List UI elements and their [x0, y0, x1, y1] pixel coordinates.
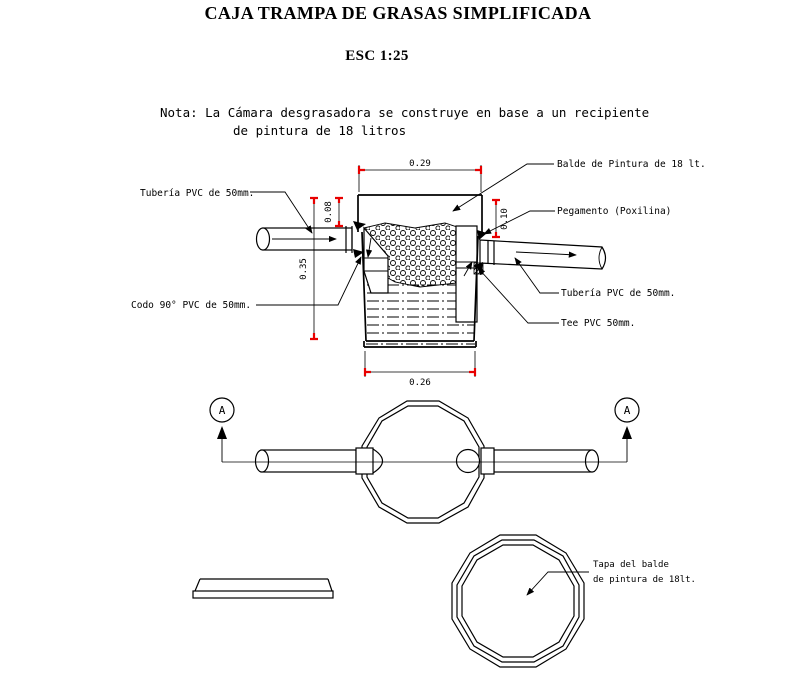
outlet-pipe-body — [480, 240, 606, 269]
label-glue: Pegamento (Poxilina) — [557, 206, 672, 217]
section-marker-left-letter: A — [218, 404, 226, 417]
lid-outline-outer — [452, 535, 584, 667]
leader-inlet-pipe — [250, 192, 312, 233]
plan-inlet-coupling — [356, 448, 373, 474]
page-title: CAJA TRAMPA DE GRASAS SIMPLIFICADA — [204, 3, 592, 23]
plan-outlet-coupling — [481, 448, 494, 474]
note-line-1: Nota: La Cámara desgrasadora se construye en base a un recipiente — [160, 105, 650, 120]
lid-outline-inner — [462, 545, 574, 657]
dim-inlet-invert-value: 0.08 — [324, 201, 334, 223]
scale-label: ESC 1:25 — [345, 48, 409, 64]
inlet-pipe — [257, 226, 353, 253]
leader-glue — [484, 211, 555, 234]
plan-tee-circle — [457, 450, 480, 473]
dim-total-height-value: 0.35 — [299, 258, 309, 280]
dim-bottom-width-value: 0.26 — [409, 378, 431, 388]
dim-outlet-invert-value: 0.10 — [500, 208, 510, 230]
inlet-pipe-end — [257, 228, 270, 250]
plan-inlet-pipe — [256, 448, 383, 474]
plan-inlet-pipe-body — [261, 450, 356, 472]
section-marker-left — [210, 398, 234, 462]
section-marker-right-letter: A — [623, 404, 631, 417]
leader-tee — [478, 268, 559, 323]
lid-side-base — [193, 591, 333, 598]
dimension-outlet-invert — [492, 200, 510, 237]
dimension-inlet-invert — [324, 198, 343, 226]
dimension-total-height — [299, 198, 318, 339]
tee-fitting — [456, 226, 483, 322]
section-marker-right — [615, 398, 639, 462]
lid-side-top — [195, 579, 332, 591]
dimension-top-width — [359, 159, 481, 192]
plan-outlet-pipe-end — [586, 450, 599, 472]
dim-top-width-value: 0.29 — [409, 159, 431, 169]
lid-outline-middle — [457, 540, 579, 662]
label-elbow: Codo 90° PVC de 50mm. — [131, 300, 252, 311]
lid-side-view — [193, 579, 333, 598]
plan-outlet-pipe-body — [494, 450, 592, 472]
leader-bucket — [453, 164, 554, 211]
plan-view — [210, 398, 639, 523]
section-marker-left-arrow — [217, 426, 227, 439]
label-lid-line-1: Tapa del balde — [593, 560, 669, 570]
section-marker-right-arrow — [622, 426, 632, 439]
note-line-2: de pintura de 18 litros — [233, 123, 407, 138]
label-inlet-pipe: Tubería PVC de 50mm. — [140, 188, 255, 199]
plan-inlet-pipe-end — [256, 450, 269, 472]
label-tee: Tee PVC 50mm. — [561, 318, 636, 329]
plan-outlet-pipe — [457, 448, 599, 474]
outlet-pipe — [480, 240, 606, 269]
section-view — [131, 159, 706, 388]
label-lid-line-2: de pintura de 18lt. — [593, 575, 696, 585]
label-outlet-pipe: Tubería PVC de 50mm. — [561, 288, 676, 299]
label-bucket: Balde de Pintura de 18 lt. — [557, 159, 706, 170]
plan-inlet-bell — [373, 449, 383, 473]
lid-top-view — [452, 535, 696, 667]
dimension-bottom-width — [365, 351, 475, 388]
